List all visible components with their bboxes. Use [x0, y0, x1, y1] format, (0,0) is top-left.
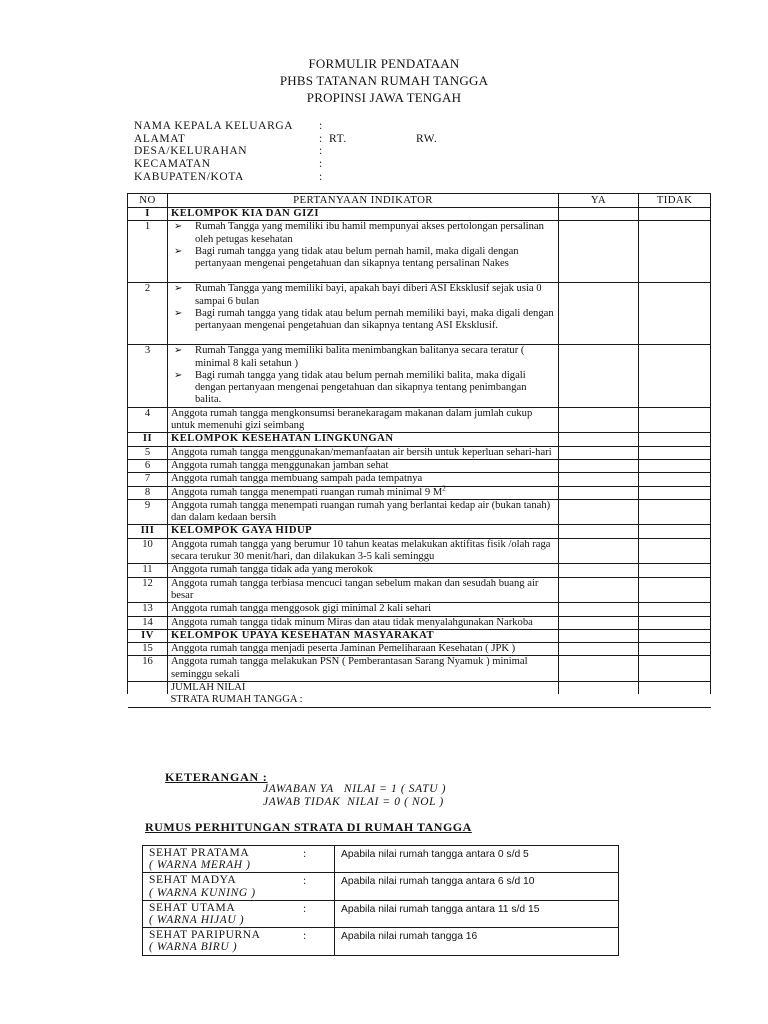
question-bullet-text: Bagi rumah tangga yang tidak atau belum pernah memiliki bayi, maka digali dengan pertanyaan mengenai pengetahuan dan sikapnya tentang ASI Eksklusif. [195, 307, 554, 332]
ya-cell [559, 629, 639, 642]
question-no: 13 [128, 603, 168, 616]
question-no: 12 [128, 577, 168, 603]
question-text [168, 221, 559, 283]
info-colon: : [319, 132, 323, 145]
form-title-line3: PROPINSI JAWA TENGAH [306, 90, 462, 105]
table-header-row [128, 194, 711, 208]
strata-color: ( WARNA MERAH ) [149, 859, 251, 872]
strata-color: ( WARNA KUNING ) [149, 886, 256, 899]
jumlah-row [128, 682, 711, 695]
ya-cell[interactable] [559, 486, 639, 499]
info-label: KECAMATAN [134, 158, 211, 171]
question-no: 5 [128, 446, 168, 459]
question-text: Anggota rumah tangga yang berumur 10 tahun keatas melakukan aktifitas fisik /olah raga secara terukur 30 menit/hari, dan dilakukan 3-5 kali seminggu [168, 538, 559, 564]
section-no: I [128, 208, 168, 221]
strata-name-cell [143, 846, 335, 873]
ya-cell [559, 525, 639, 538]
question-no: 15 [128, 643, 168, 656]
question-no: 4 [128, 407, 168, 433]
rumus-heading: RUMUS PERHITUNGAN STRATA DI RUMAH TANGGA [145, 820, 472, 834]
tidak-cell[interactable] [639, 656, 711, 682]
superscript-two: 2 [442, 484, 446, 493]
question-text: Anggota rumah tangga terbiasa mencuci tangan sebelum makan dan sesudah buang air besar [168, 577, 559, 603]
ya-cell[interactable] [559, 616, 639, 629]
ya-cell[interactable] [559, 345, 639, 407]
question-text: Anggota rumah tangga melakukan PSN ( Pemberantasan Sarang Nyamuk ) minimal seminggu sekali [168, 656, 559, 682]
table-row [128, 407, 711, 433]
strata-colon: : [303, 875, 307, 888]
strata-color: ( WARNA HIJAU ) [149, 914, 245, 927]
ya-cell [559, 208, 639, 221]
question-bullet-text: Bagi rumah tangga yang tidak atau belum pernah memiliki balita, maka digali dengan pertanyaan mengenai pengetahuan dan sikapnya tentang penimbangan balita. [195, 369, 527, 406]
question-bullet-text: Rumah Tangga yang memiliki balita menimbangkan balitanya secara teratur ( minimal 8 kali setahun ) [195, 345, 525, 369]
question-bullet-text: Rumah Tangga yang memiliki ibu hamil mempunyai akses pertolongan persalinan oleh petugas kesehatan [195, 221, 544, 245]
strata-colon: : [303, 902, 307, 915]
question-text: Anggota rumah tangga membuang sampah pada tempatnya [168, 473, 559, 486]
question-no: 9 [128, 499, 168, 525]
bullet-arrow-icon: ➢ [174, 307, 183, 319]
question-text: Anggota rumah tangga tidak minum Miras dan atau tidak menyalahgunakan Narkoba [168, 616, 559, 629]
table-row [128, 446, 711, 459]
question-text: Anggota rumah tangga tidak ada yang merokok [168, 564, 559, 577]
keterangan-tidak: JAWAB TIDAK NILAI = 0 ( NOL ) [263, 796, 444, 808]
tidak-cell[interactable] [639, 486, 711, 499]
tidak-cell[interactable] [639, 221, 711, 283]
tidak-cell [639, 433, 711, 446]
question-text: Anggota rumah tangga menggunakan/memanfaatan air bersih untuk keperluan sehari-hari [168, 446, 559, 459]
bullet-arrow-icon: ➢ [174, 283, 183, 295]
table-row [128, 603, 711, 616]
ya-cell[interactable] [559, 446, 639, 459]
table-row [128, 473, 711, 486]
tidak-cell[interactable] [639, 407, 711, 433]
strata-desc: Apabila nilai rumah tangga 16 [335, 928, 619, 955]
tidak-cell[interactable] [639, 564, 711, 577]
info-rw-label: RW. [416, 132, 438, 145]
question-text: Anggota rumah tangga menggunakan jamban sehat [168, 459, 559, 472]
question-text: Anggota rumah tangga menempati ruangan rumah yang berlantai kedap air (bukan tanah) dan dalam kedaan bersih [168, 499, 559, 525]
tidak-cell[interactable] [639, 345, 711, 407]
question-text [168, 283, 559, 345]
form-title-line2: PHBS TATANAN RUMAH TANGGA [279, 73, 489, 88]
header-pertanyaan: PERTANYAAN INDIKATOR [168, 194, 559, 208]
strata-label: STRATA RUMAH TANGGA : [168, 694, 711, 707]
tidak-cell [639, 525, 711, 538]
strata-row-pratama [143, 846, 619, 873]
question-text-main: Anggota rumah tangga menempati ruangan rumah minimal 9 M [171, 486, 443, 498]
table-row [128, 616, 711, 629]
section-row [128, 525, 711, 538]
section-row [128, 208, 711, 221]
tidak-cell [639, 629, 711, 642]
tidak-cell[interactable] [639, 446, 711, 459]
strata-name: SEHAT MADYA [149, 874, 237, 887]
question-no: 6 [128, 459, 168, 472]
ya-cell[interactable] [559, 603, 639, 616]
strata-color: ( WARNA BIRU ) [149, 941, 238, 954]
jumlah-no-cell [128, 682, 168, 695]
info-label: NAMA KEPALA KELUARGA [134, 120, 294, 132]
table-row [128, 643, 711, 656]
tidak-cell[interactable] [639, 643, 711, 656]
question-no: 14 [128, 616, 168, 629]
question-text [168, 345, 559, 407]
question-bullet-text: Rumah Tangga yang memiliki bayi, apakah bayi diberi ASI Eksklusif sejak usia 0 sampai 6 bulan [195, 283, 542, 307]
tidak-cell[interactable] [639, 473, 711, 486]
table-row [128, 564, 711, 577]
strata-row-utama [143, 900, 619, 927]
table-row [128, 221, 711, 283]
info-label: ALAMAT [134, 132, 186, 145]
header-no: NO [128, 194, 168, 208]
bullet-arrow-icon: ➢ [174, 345, 183, 357]
table-row [128, 486, 711, 499]
question-text [168, 486, 559, 499]
tidak-cell[interactable] [639, 459, 711, 472]
strata-row-paripurna [143, 928, 619, 955]
strata-row-madya [143, 873, 619, 900]
table-row [128, 499, 711, 525]
strata-name-cell [143, 928, 335, 955]
bullet-arrow-icon: ➢ [174, 221, 183, 233]
header-tidak: TIDAK [639, 194, 711, 208]
info-label: KABUPATEN/KOTA [134, 170, 244, 183]
ya-cell[interactable] [559, 459, 639, 472]
question-no: 8 [128, 486, 168, 499]
section-no: IV [128, 629, 168, 642]
keterangan-heading: KETERANGAN : [165, 770, 268, 784]
tidak-cell[interactable] [639, 538, 711, 564]
ya-cell[interactable] [559, 407, 639, 433]
section-title: KELOMPOK UPAYA KESEHATAN MASYARAKAT [168, 629, 559, 642]
info-label: DESA/KELURAHAN [134, 145, 248, 158]
tidak-cell [639, 208, 711, 221]
section-row [128, 629, 711, 642]
table-row [128, 345, 711, 407]
jumlah-label: JUMLAH NILAI [168, 682, 559, 695]
info-colon: : [319, 158, 323, 171]
bullet-arrow-icon: ➢ [174, 245, 183, 257]
strata-row [128, 694, 711, 707]
strata-name: SEHAT PARIPURNA [149, 929, 261, 942]
question-text: Anggota rumah tangga menggosok gigi minimal 2 kali sehari [168, 603, 559, 616]
table-row [128, 283, 711, 345]
section-no: II [128, 433, 168, 446]
keterangan-ya: JAWABAN YA NILAI = 1 ( SATU ) [263, 783, 447, 795]
question-text: Anggota rumah tangga mengkonsumsi beranekaragam makanan dalam jumlah cukup untuk memenuhi gizi seimbang [168, 407, 559, 433]
ya-cell[interactable] [559, 643, 639, 656]
ya-cell[interactable] [559, 656, 639, 682]
ya-cell[interactable] [559, 499, 639, 525]
section-row [128, 433, 711, 446]
tidak-cell[interactable] [639, 616, 711, 629]
ya-cell[interactable] [559, 538, 639, 564]
tidak-cell[interactable] [639, 283, 711, 345]
strata-name: SEHAT PRATAMA [149, 847, 250, 859]
info-colon: : [319, 120, 323, 132]
strata-formula-table [142, 845, 619, 956]
table-row [128, 577, 711, 603]
table-row [128, 459, 711, 472]
info-colon: : [319, 170, 323, 183]
question-no: 3 [128, 345, 168, 407]
strata-colon: : [303, 930, 307, 943]
strata-colon: : [303, 848, 307, 860]
strata-desc: Apabila nilai rumah tangga antara 0 s/d 5 [335, 846, 619, 873]
jumlah-ya-cell[interactable] [559, 682, 639, 695]
form-title-line1: FORMULIR PENDATAAN [308, 56, 460, 71]
question-no: 10 [128, 538, 168, 564]
tidak-cell[interactable] [639, 577, 711, 603]
question-no: 7 [128, 473, 168, 486]
question-no: 16 [128, 656, 168, 682]
section-no: III [128, 525, 168, 538]
ya-cell[interactable] [559, 473, 639, 486]
ya-cell [559, 433, 639, 446]
ya-cell[interactable] [559, 577, 639, 603]
strata-name: SEHAT UTAMA [149, 901, 236, 914]
strata-desc: Apabila nilai rumah tangga antara 11 s/d 15 [335, 900, 619, 927]
bullet-arrow-icon: ➢ [174, 369, 183, 381]
strata-name-cell [143, 873, 335, 900]
ya-cell[interactable] [559, 221, 639, 283]
table-row [128, 656, 711, 682]
ya-cell[interactable] [559, 283, 639, 345]
section-title: KELOMPOK KESEHATAN LINGKUNGAN [168, 433, 559, 446]
strata-name-cell [143, 900, 335, 927]
strata-no-cell [128, 694, 168, 707]
table-row [128, 538, 711, 564]
header-ya: YA [559, 194, 639, 208]
strata-desc: Apabila nilai rumah tangga antara 6 s/d 10 [335, 873, 619, 900]
tidak-cell[interactable] [639, 499, 711, 525]
section-title: KELOMPOK KIA DAN GIZI [168, 208, 559, 221]
ya-cell[interactable] [559, 564, 639, 577]
jumlah-tidak-cell[interactable] [639, 682, 711, 695]
info-rt-label: RT. [329, 132, 347, 145]
indicator-table [127, 193, 711, 708]
question-text: Anggota rumah tangga menjadi peserta Jaminan Pemeliharaan Kesehatan ( JPK ) [168, 643, 559, 656]
section-title: KELOMPOK GAYA HIDUP [168, 525, 559, 538]
info-colon: : [319, 145, 323, 158]
question-no: 1 [128, 221, 168, 283]
question-no: 2 [128, 283, 168, 345]
question-no: 11 [128, 564, 168, 577]
tidak-cell[interactable] [639, 603, 711, 616]
question-bullet-text: Bagi rumah tangga yang tidak atau belum pernah hamil, maka digali dengan pertanyaan mengenai pengetahuan dan sikapnya tentang persalinan Nakes [195, 245, 519, 270]
